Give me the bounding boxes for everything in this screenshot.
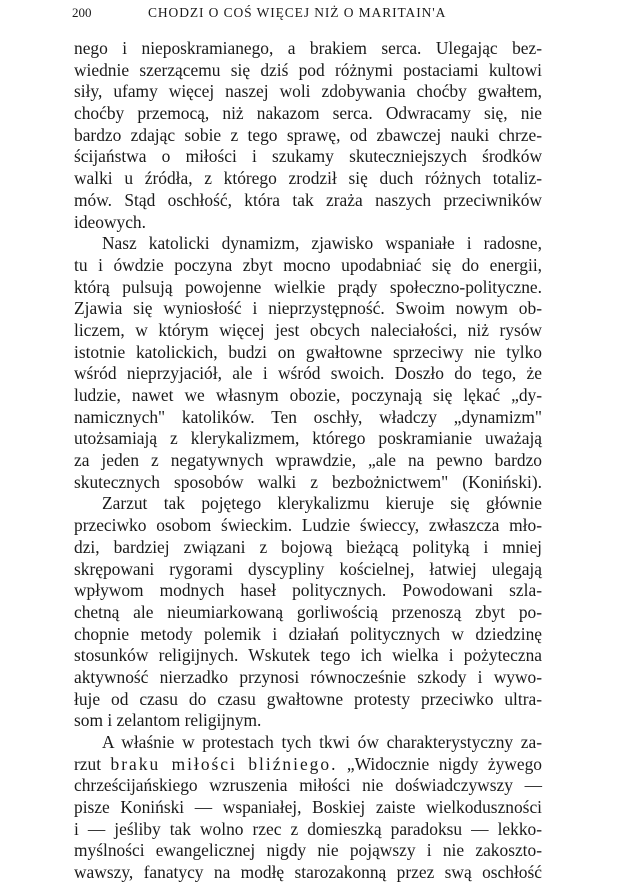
- text-line: mów. Stąd oschłość, która tak zraża naszych przeciwników: [74, 189, 542, 210]
- text-line: wawszy, fanatycy na modłę starozakonną przez swą oschłość: [74, 862, 542, 883]
- text-line: aktywność nierzadko przynosi równocześnie szkody i wywo-: [74, 666, 542, 687]
- text-line: siły, ufamy więcej naszej woli zdobywania choćby gwałtem,: [74, 81, 542, 102]
- text-line: Zjawia się wyniosłość i nieprzystępność. Swoim nowym ob-: [74, 298, 542, 319]
- text-line: i — jeśliby tak wolno rzec z domieszką paradoksu — lekko-: [74, 818, 542, 839]
- paragraph: [74, 233, 542, 493]
- text-line-emphasis: [74, 754, 542, 776]
- text-line: skutecznych sposobów walki z bezbożnictwem" (Koniński).: [74, 471, 542, 492]
- text-line: którą pulsują powojenne wielkie prądy społeczno-polityczne.: [74, 276, 542, 297]
- running-title: CHODZI O COŚ WIĘCEJ NIŻ O MARITAIN'A: [148, 5, 447, 20]
- spaced-emphasis: braku miłości bliźniego.: [110, 753, 338, 774]
- text-line: chetną ale nieumiarkowaną gorliwością przenoszą zbyt po-: [74, 601, 542, 622]
- text-line: A właśnie w protestach tych tkwi ów charakterystyczny za-: [102, 732, 542, 752]
- text-line: ideowych.: [74, 211, 146, 232]
- text-line: pisze Koniński — wspaniałej, Boskiej zaiste wielkoduszności: [74, 797, 542, 818]
- text-fragment: rzut: [74, 753, 111, 774]
- text-line: ścijaństwa o miłości i szukamy skuteczniejszych środków: [74, 146, 542, 167]
- text-line: dzi, bardziej związani z bojową bieżącą polityką i mniej: [74, 536, 542, 557]
- text-line: wśród nieprzyjaciół, ale i wśród swoich. Doszło do tego, że: [74, 363, 542, 384]
- text-line: walki u źródła, z którego zrodził się duch różnych totaliz-: [74, 168, 542, 189]
- text-line: chopnie metody polemik i działań politycznych w dziedzinę: [74, 623, 542, 644]
- text-line: skrępowani rygorami dyscypliny kościelnej, łatwiej ulegają: [74, 558, 542, 579]
- page-header: [72, 4, 542, 22]
- text-line: za jeden z negatywnych wprawdzie, „ale na pewno bardzo: [74, 450, 542, 471]
- text-line: som i zelantom religijnym.: [74, 710, 262, 731]
- text-line: stosunków religijnych. Wskutek tego ich wielka i pożyteczna: [74, 645, 542, 666]
- text-line: namicznych" katolików. Ten oschły, władczy „dynamizm": [74, 406, 542, 427]
- text-line: choćby przemocą, niż nakazom serca. Odwracamy się, nie: [74, 103, 542, 124]
- text-line: wiednie szerzącemu się dziś pod różnymi postaciami kultowi: [74, 59, 542, 80]
- page-number: 200: [72, 5, 92, 20]
- paragraph: [74, 493, 542, 732]
- text-line: ludzie, nawet we własnym obozie, poczynają się lękać „dy-: [74, 385, 542, 405]
- paragraph: [74, 38, 542, 233]
- text-line: przeciwko osobom świeckim. Ludzie świeccy, zwłaszcza mło-: [74, 515, 542, 536]
- text-line: istotnie katolickich, budzi on gwałtowne sprzeciwy nie tylko: [74, 341, 542, 362]
- text-line: myślności ewangelicznej nigdy nie pojąwszy i nie zakoszto-: [74, 840, 542, 861]
- text-line: tu i ówdzie poczyna zbyt mocno upodabniać się do energii,: [74, 254, 542, 275]
- text-line: Nasz katolicki dynamizm, zjawisko wspaniałe i radosne,: [102, 233, 542, 254]
- text-line: bardzo zdając sobie z tego sprawę, od zbawczej nauki chrze-: [74, 124, 542, 145]
- text-line: liczem, w którym więcej jest obcych naleciałości, niż rysów: [74, 319, 542, 340]
- text-body: [74, 38, 542, 884]
- text-line: łuje od czasu do czasu gwałtowne protesty przeciwko ultra-: [74, 688, 542, 709]
- text-line: nego i nieposkramianego, a brakiem serca. Ulegając bez-: [74, 38, 542, 58]
- text-fragment: „Widocznie nigdy żywego: [337, 753, 542, 774]
- text-line: utożsamiają z klerykalizmem, którego poskramianie uważają: [74, 428, 542, 449]
- paragraph: [74, 732, 542, 884]
- text-line: wpływom modnych haseł politycznych. Powodowani szla-: [74, 580, 542, 601]
- text-line: chrześcijańskiego wzruszenia miłości nie doświadczywszy —: [74, 775, 542, 796]
- text-line: Zarzut tak pojętego klerykalizmu kieruje się głównie: [102, 493, 542, 514]
